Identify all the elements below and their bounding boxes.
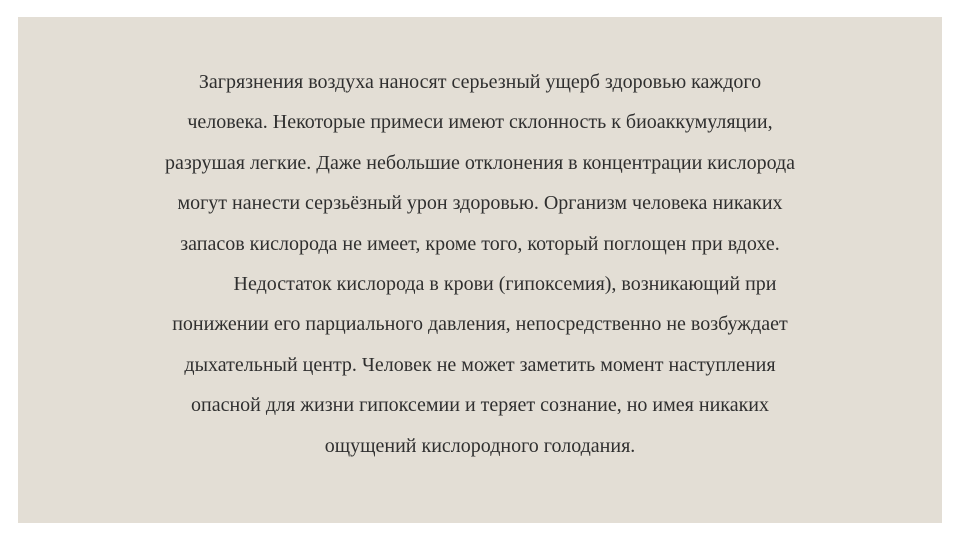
slide [18, 17, 942, 523]
body-text-line-5: запасов кислорода не имеет, кроме того, который поглощен при вдохе. [180, 233, 780, 255]
body-text-line-4: могут нанести серзьёзный урон здоровью. Организм человека никаких [177, 192, 783, 214]
body-text-line-8: дыхательный центр. Человек не может заметить момент наступления [184, 354, 776, 376]
body-text-line-6: Недостаток кислорода в крови (гипоксемия), возникающий при [233, 273, 777, 295]
body-text-line-9: опасной для жизни гипоксемии и теряет сознание, но имея никаких [191, 394, 769, 416]
body-text-line-2: человека. Некоторые примеси имеют склонность к биоаккумуляции, [187, 111, 773, 133]
body-text-line-1: Загрязнения воздуха наносят серьезный ущерб здоровью каждого [198, 71, 762, 93]
body-text-line-10: ощущений кислородного голодания. [324, 435, 636, 457]
body-text-line-7: понижении его парциального давления, непосредственно не возбуждает [172, 313, 788, 335]
body-text-line-3: разрушая легкие. Даже небольшие отклонения в концентрации кислорода [164, 152, 796, 174]
